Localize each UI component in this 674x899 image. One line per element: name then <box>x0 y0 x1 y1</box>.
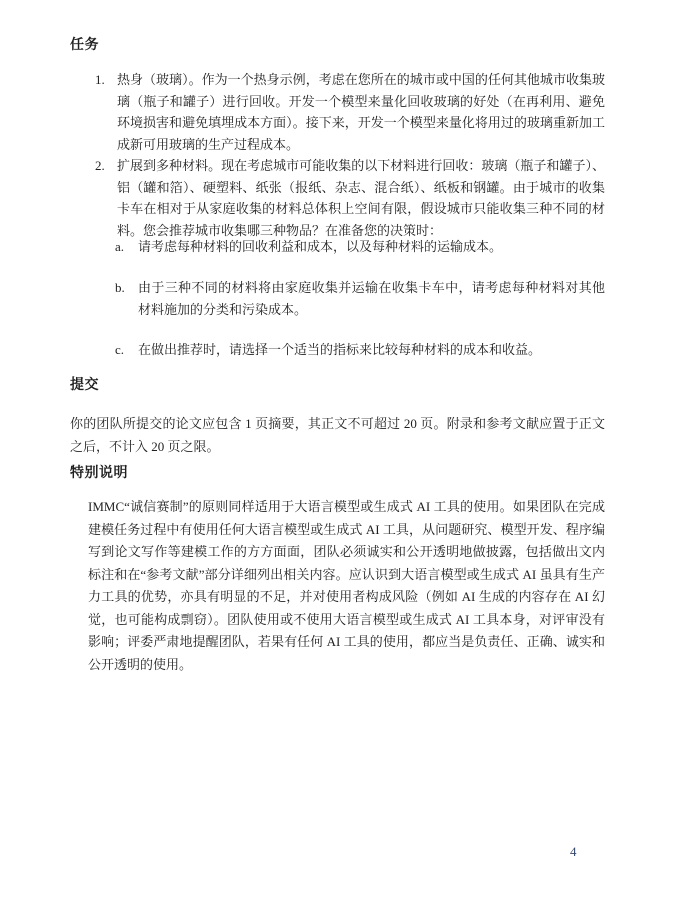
sub-item-c <box>70 339 605 361</box>
submission-heading: 提交 <box>70 378 99 393</box>
special-notes-paragraph: IMMC“诚信赛制”的原则同样适用于大语言模型或生成式 AI 工具的使用。如果团队在完成建模任务过程中有使用任何大语言模型或生成式 AI 工具，从问题研究、模型开发、程序编写到论文写作等建模工作的方方面面，团队必须诚实和公开透明地做披露，包括做出文内标注和在“参考文献”部分详细列出相关内容。应认识到大语言模型或生成式 AI 虽具有生产力工具的优势，亦具有明显的不足，并对使用者构成风险（例如 AI 生成的内容存在 AI 幻觉，也可能构成剽窃）。团队使用或不使用大语言模型或生成式 AI 工具本身，对评审没有影响；评委严肃地提醒团队，若果有任何 AI 工具的使用，都应当是负责任、正确、诚实和公开透明的使用。 <box>88 499 605 672</box>
sub-item-a <box>70 236 605 258</box>
sub-item-b-text: 由于三种不同的材料将由家庭收集并运输在收集卡车中，请考虑每种材料对其他材料施加的分类和污染成本。 <box>138 280 605 317</box>
task-item-1-number: 1. <box>95 72 105 87</box>
sub-item-b <box>70 277 605 320</box>
task-list <box>70 69 605 241</box>
sub-item-c-text: 在做出推荐时，请选择一个适当的指标来比较每种材料的成本和收益。 <box>138 342 542 357</box>
tasks-heading: 任务 <box>70 38 99 53</box>
submission-paragraph: 你的团队所提交的论文应包含 1 页摘要，其正文不可超过 20 页。附录和参考文献应置于正文之后，不计入 20 页之限。 <box>70 416 605 454</box>
task-item-2 <box>70 155 605 241</box>
sub-item-a-letter: a. <box>115 239 125 254</box>
task-item-1-text: 热身（玻璃）。作为一个热身示例，考虑在您所在的城市或中国的任何其他城市收集玻璃（瓶子和罐子）进行回收。开发一个模型来量化回收玻璃的好处（在再利用、避免环境损害和避免填埋成本方面）。接下来，开发一个模型来量化将用过的玻璃重新加工成新可用玻璃的生产过程成本。 <box>117 72 605 152</box>
task-item-1 <box>70 69 605 155</box>
sub-item-c-letter: c. <box>115 342 125 357</box>
sub-item-b-letter: b. <box>115 280 125 295</box>
sub-item-a-text: 请考虑每种材料的回收利益和成本，以及每种材料的运输成本。 <box>138 239 503 254</box>
task-item-2-number: 2. <box>95 158 105 173</box>
special-notes-heading: 特别说明 <box>70 466 128 481</box>
task-item-2-text: 扩展到多种材料。现在考虑城市可能收集的以下材料进行回收：玻璃（瓶子和罐子）、铝（罐和箔）、硬塑料、纸张（报纸、杂志、混合纸）、纸板和钢罐。由于城市的收集卡车在相对于从家庭收集的材料总体积上空间有限，假设城市只能收集三种不同的材料。您会推荐城市收集哪三种物品？在准备您的决策时： <box>117 158 605 238</box>
page-number: 4 <box>570 844 577 859</box>
